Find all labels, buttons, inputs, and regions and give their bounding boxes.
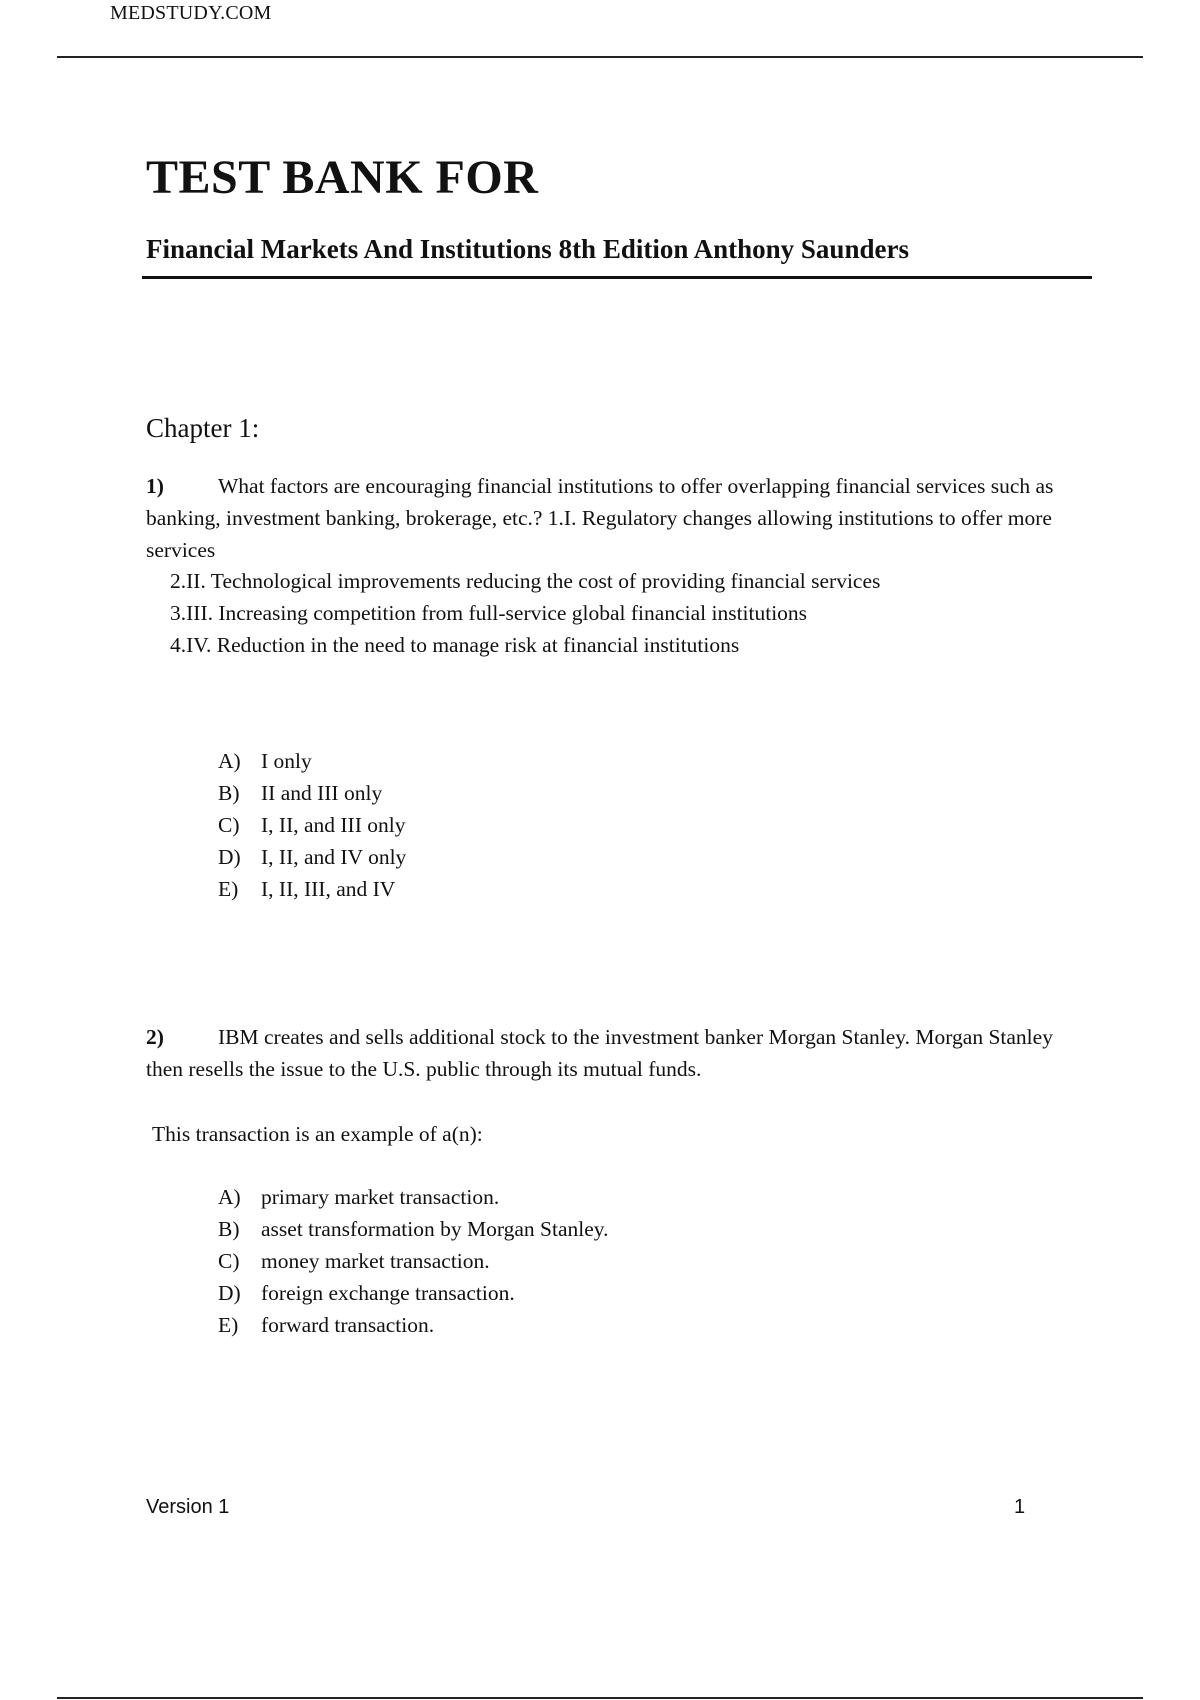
- option-letter: A): [218, 1185, 241, 1209]
- statement-item: 3.III. Increasing competition from full-service global financial institutions: [170, 601, 808, 625]
- question-number: 1): [146, 474, 164, 498]
- option-letter: D): [218, 1281, 241, 1305]
- option-text: foreign exchange transaction.: [261, 1281, 515, 1305]
- statement-item: 4.IV. Reduction in the need to manage risk at financial institutions: [170, 633, 740, 657]
- option-letter: E): [218, 1313, 239, 1337]
- option-letter: C): [218, 1249, 240, 1273]
- header-divider: [57, 56, 1143, 58]
- answer-option: [218, 809, 406, 841]
- option-letter: D): [218, 845, 241, 869]
- answer-option: [218, 777, 406, 809]
- answer-option: [218, 1213, 609, 1245]
- option-text: forward transaction.: [261, 1313, 435, 1337]
- question-text: What factors are encouraging financial institutions to offer overlapping financial services such as banking, investment banking, brokerage, etc.? 1.I. Regulatory changes allowing institutions to offer more services: [146, 474, 1054, 562]
- question-2: [146, 1021, 1086, 1085]
- option-letter: B): [218, 781, 240, 805]
- title-divider: [142, 276, 1092, 279]
- option-letter: B): [218, 1217, 240, 1241]
- option-text: I only: [261, 749, 312, 773]
- document-title: TEST BANK FOR: [146, 151, 539, 204]
- option-letter: C): [218, 813, 240, 837]
- site-name: MEDSTUDY.COM: [110, 2, 272, 24]
- answer-option: [218, 873, 406, 905]
- version-label: Version 1: [146, 1496, 230, 1518]
- option-text: II and III only: [261, 781, 383, 805]
- answer-option: [218, 1277, 609, 1309]
- question-1: [146, 470, 1086, 566]
- document-subtitle: Financial Markets And Institutions 8th Edition Anthony Saunders: [146, 234, 909, 264]
- chapter-heading: Chapter 1:: [146, 413, 260, 443]
- answer-option: [218, 841, 406, 873]
- answer-options-2: [218, 1181, 609, 1341]
- option-text: primary market transaction.: [261, 1185, 500, 1209]
- question-text: IBM creates and sells additional stock to the investment banker Morgan Stanley. Morgan Stanley then resells the issue to the U.S. public through its mutual funds.: [146, 1025, 1053, 1081]
- answer-option: [218, 1309, 609, 1341]
- option-text: asset transformation by Morgan Stanley.: [261, 1217, 609, 1241]
- answer-option: [218, 1181, 609, 1213]
- answer-option: [218, 1245, 609, 1277]
- option-letter: A): [218, 749, 241, 773]
- question-number: 2): [146, 1025, 164, 1049]
- footer-divider: [57, 1697, 1143, 1699]
- answer-options-1: [218, 745, 406, 905]
- option-letter: E): [218, 877, 239, 901]
- page-number: 1: [1014, 1496, 1026, 1518]
- option-text: I, II, III, and IV: [261, 877, 396, 901]
- statement-item: 2.II. Technological improvements reducing the cost of providing financial services: [170, 569, 881, 593]
- option-text: money market transaction.: [261, 1249, 490, 1273]
- question-stem: This transaction is an example of a(n):: [152, 1122, 483, 1146]
- option-text: I, II, and IV only: [261, 845, 407, 869]
- option-text: I, II, and III only: [261, 813, 406, 837]
- answer-option: [218, 745, 406, 777]
